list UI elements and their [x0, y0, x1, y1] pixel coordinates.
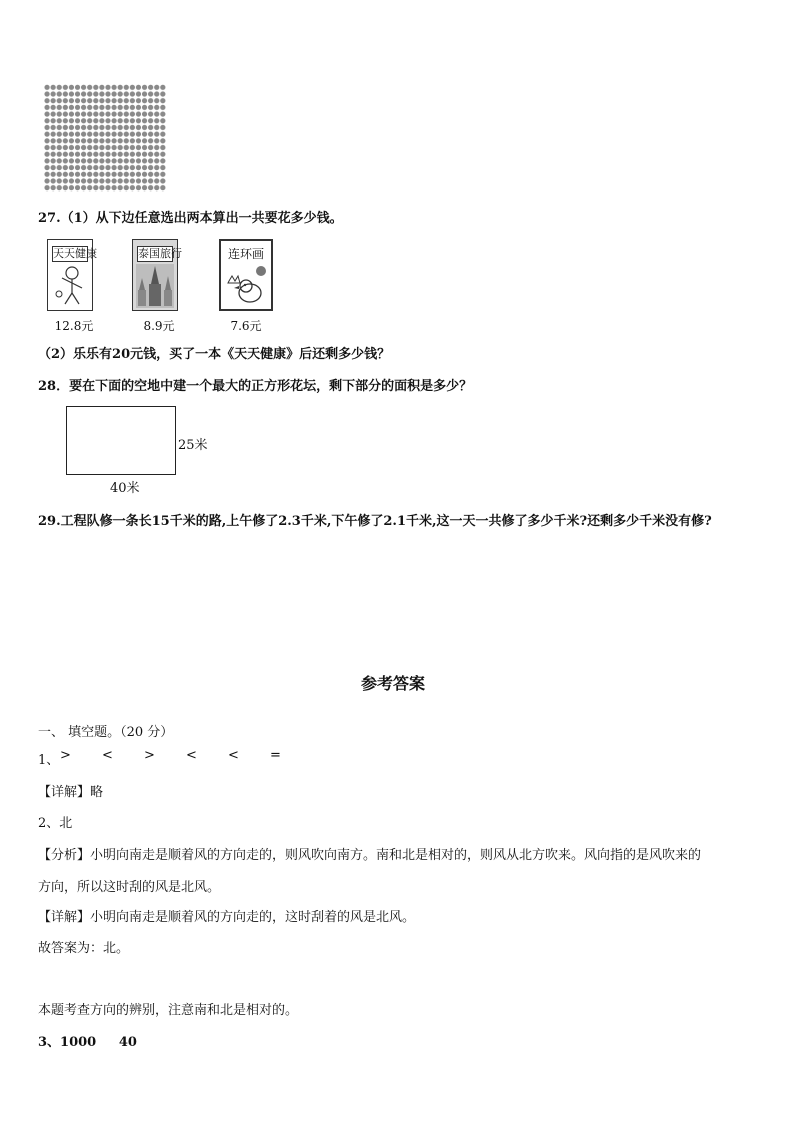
book-health-price: 12.8元	[54, 319, 94, 333]
question-29: 29.工程队修一条长15千米的路,上午修了2.3千米,下午修了2.1千米,这一天一共修了多少千米?还剩多少千米没有修?	[38, 514, 712, 529]
book-thailand-price: 8.9元	[143, 319, 175, 333]
answer-1-symbol-3: >	[144, 748, 155, 763]
answer-2: 2、北	[38, 816, 73, 831]
answer-2-detail: 【详解】小明向南走是顺着风的方向走的，这时刮着的风是北风。	[38, 910, 416, 925]
question-27-part1: 27.（1）从下边任意选出两本算出一共要花多少钱。	[38, 211, 343, 226]
book-comic-title: 连环画	[227, 247, 264, 261]
answer-1-symbol-2: <	[102, 748, 113, 763]
answer-1-symbol-6: =	[270, 748, 281, 763]
rectangle-field-diagram	[66, 406, 176, 475]
answer-2-note: 本题考查方向的辨别，注意南和北是相对的。	[38, 1003, 299, 1018]
book-thailand-cover	[132, 239, 182, 311]
answer-1-number: 1、	[38, 753, 60, 768]
dot-array-image	[44, 84, 166, 192]
answer-2-analysis-line2: 方向，所以这时刮的风是北风。	[38, 880, 221, 895]
question-28: 28．要在下面的空地中建一个最大的正方形花坛，剩下部分的面积是多少？	[38, 379, 473, 394]
answer-1-symbol-4: <	[186, 748, 197, 763]
book-comic-cover	[219, 239, 273, 311]
answers-title: 参考答案	[361, 674, 426, 693]
rectangle-height-label: 25米	[178, 438, 208, 453]
answers-section-heading: 一、 填空题。（20 分）	[38, 725, 174, 740]
answer-3: 3、1000 40	[38, 1035, 137, 1050]
answer-1-detail: 【详解】略	[38, 785, 104, 800]
question-27-part2: （2）乐乐有20元钱，买了一本《天天健康》后还剩多少钱？	[38, 347, 391, 362]
bird-illustration-icon	[226, 263, 268, 307]
answer-2-analysis-line1: 【分析】小明向南走是顺着风的方向走的，则风吹向南方。南和北是相对的，则风从北方吹来。风向指的是风吹来的	[38, 848, 702, 863]
rectangle-width-label: 40米	[110, 481, 140, 496]
book-health-title: 天天健康	[53, 247, 97, 260]
answer-2-conclusion: 故答案为：北。	[38, 941, 130, 956]
book-thailand-title: 泰国旅行	[138, 247, 182, 260]
answer-1-symbol-5: <	[228, 748, 239, 763]
book-health-cover	[47, 239, 97, 311]
boy-illustration-icon	[52, 264, 88, 306]
temple-illustration-icon	[136, 264, 174, 308]
answer-1-symbol-1: >	[60, 748, 71, 763]
book-comic-price: 7.6元	[230, 319, 262, 333]
